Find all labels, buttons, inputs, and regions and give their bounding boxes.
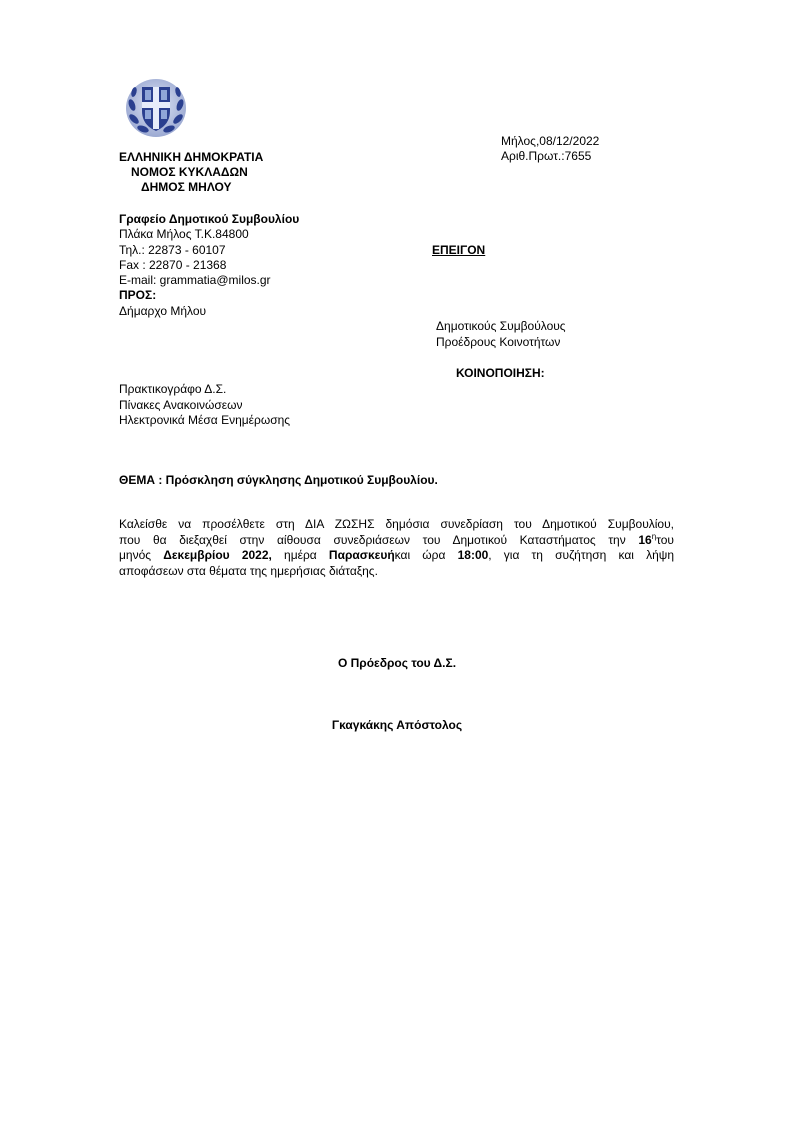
header-line-republic: ΕΛΛΗΝΙΚΗ ΔΗΜΟΚΡΑΤΙΑ [119, 150, 264, 164]
body-line-2: που θα διεξαχθεί στην αίθουσα συνεδριάσεων του Δημοτικού Καταστήματος την $16^\eta\tau o\upsilon$ [119, 531, 674, 547]
meeting-weekday: Παρασκευή [328, 548, 395, 562]
recipient-item: Προέδρους Κοινοτήτων [436, 334, 561, 349]
header-line-municipality: ΔΗΜΟΣ ΜΗΛΟΥ [141, 180, 232, 194]
to-label: ΠΡΟΣ: [119, 288, 157, 303]
urgent-label: ΕΠΕΙΓΟΝ [432, 243, 486, 257]
header-line-prefecture: ΝΟΜΟΣ ΚΥΚΛΑΔΩΝ [131, 165, 248, 179]
body-paragraph [119, 517, 674, 579]
office-phone: Τηλ.: 22873 - 60107 [119, 242, 226, 257]
recipient-item: Δημοτικούς Συμβούλους [436, 319, 566, 333]
signature-title: Ο Πρόεδρος του Δ.Σ. [337, 656, 457, 670]
body-line-4: αποφάσεων στα θέματα της ημερήσιας διάταξης. [119, 563, 378, 578]
body-line-3: μηνός Δεκεμβρίου 2022, ημέρα Παρασκευήκαι ώρα 18:00, για τη συζήτηση και λήψη [119, 548, 675, 562]
date-protocol-block [501, 134, 599, 164]
cc-item: Ηλεκτρονικά Μέσα Ενημέρωσης [119, 413, 291, 427]
issuer-header [119, 150, 263, 195]
protocol-number: Αριθ.Πρωτ.:7655 [501, 149, 592, 163]
office-block [119, 212, 299, 319]
meeting-time: 18:00 [457, 548, 489, 562]
office-email: E-mail: grammatia@milos.gr [119, 273, 271, 288]
office-address: Πλάκα Μήλος Τ.Κ.84800 [119, 227, 249, 242]
office-fax: Fax : 22870 - 21368 [119, 257, 227, 272]
office-name: Γραφείο Δημοτικού Συμβουλίου [119, 212, 300, 226]
document-date: Μήλος,08/12/2022 [501, 134, 600, 148]
cc-list [119, 382, 290, 429]
meeting-day: 16 [638, 532, 652, 547]
recipients-right [436, 319, 566, 350]
cc-item: Πίνακες Ανακοινώσεων [119, 397, 243, 412]
to-recipient: Δήμαρχο Μήλου [119, 303, 207, 318]
body-line-1: Καλείσθε να προσέλθετε στη ΔΙΑ ΖΩΣΗΣ δημόσια συνεδρίαση του Δημοτικού Συμβουλίου, [119, 517, 674, 531]
subject-line: ΘΕΜΑ : Πρόσκληση σύγκλησης Δημοτικού Συμβουλίου. [119, 473, 438, 487]
signature-name: Γκαγκάκης Απόστολος [331, 718, 463, 732]
cc-label: ΚΟΙΝΟΠΟΙΗΣΗ: [456, 366, 545, 380]
meeting-month-year: Δεκεμβρίου 2022, [163, 548, 272, 562]
coat-of-arms-icon [124, 75, 188, 139]
cc-item: Πρακτικογράφο Δ.Σ. [119, 382, 227, 396]
